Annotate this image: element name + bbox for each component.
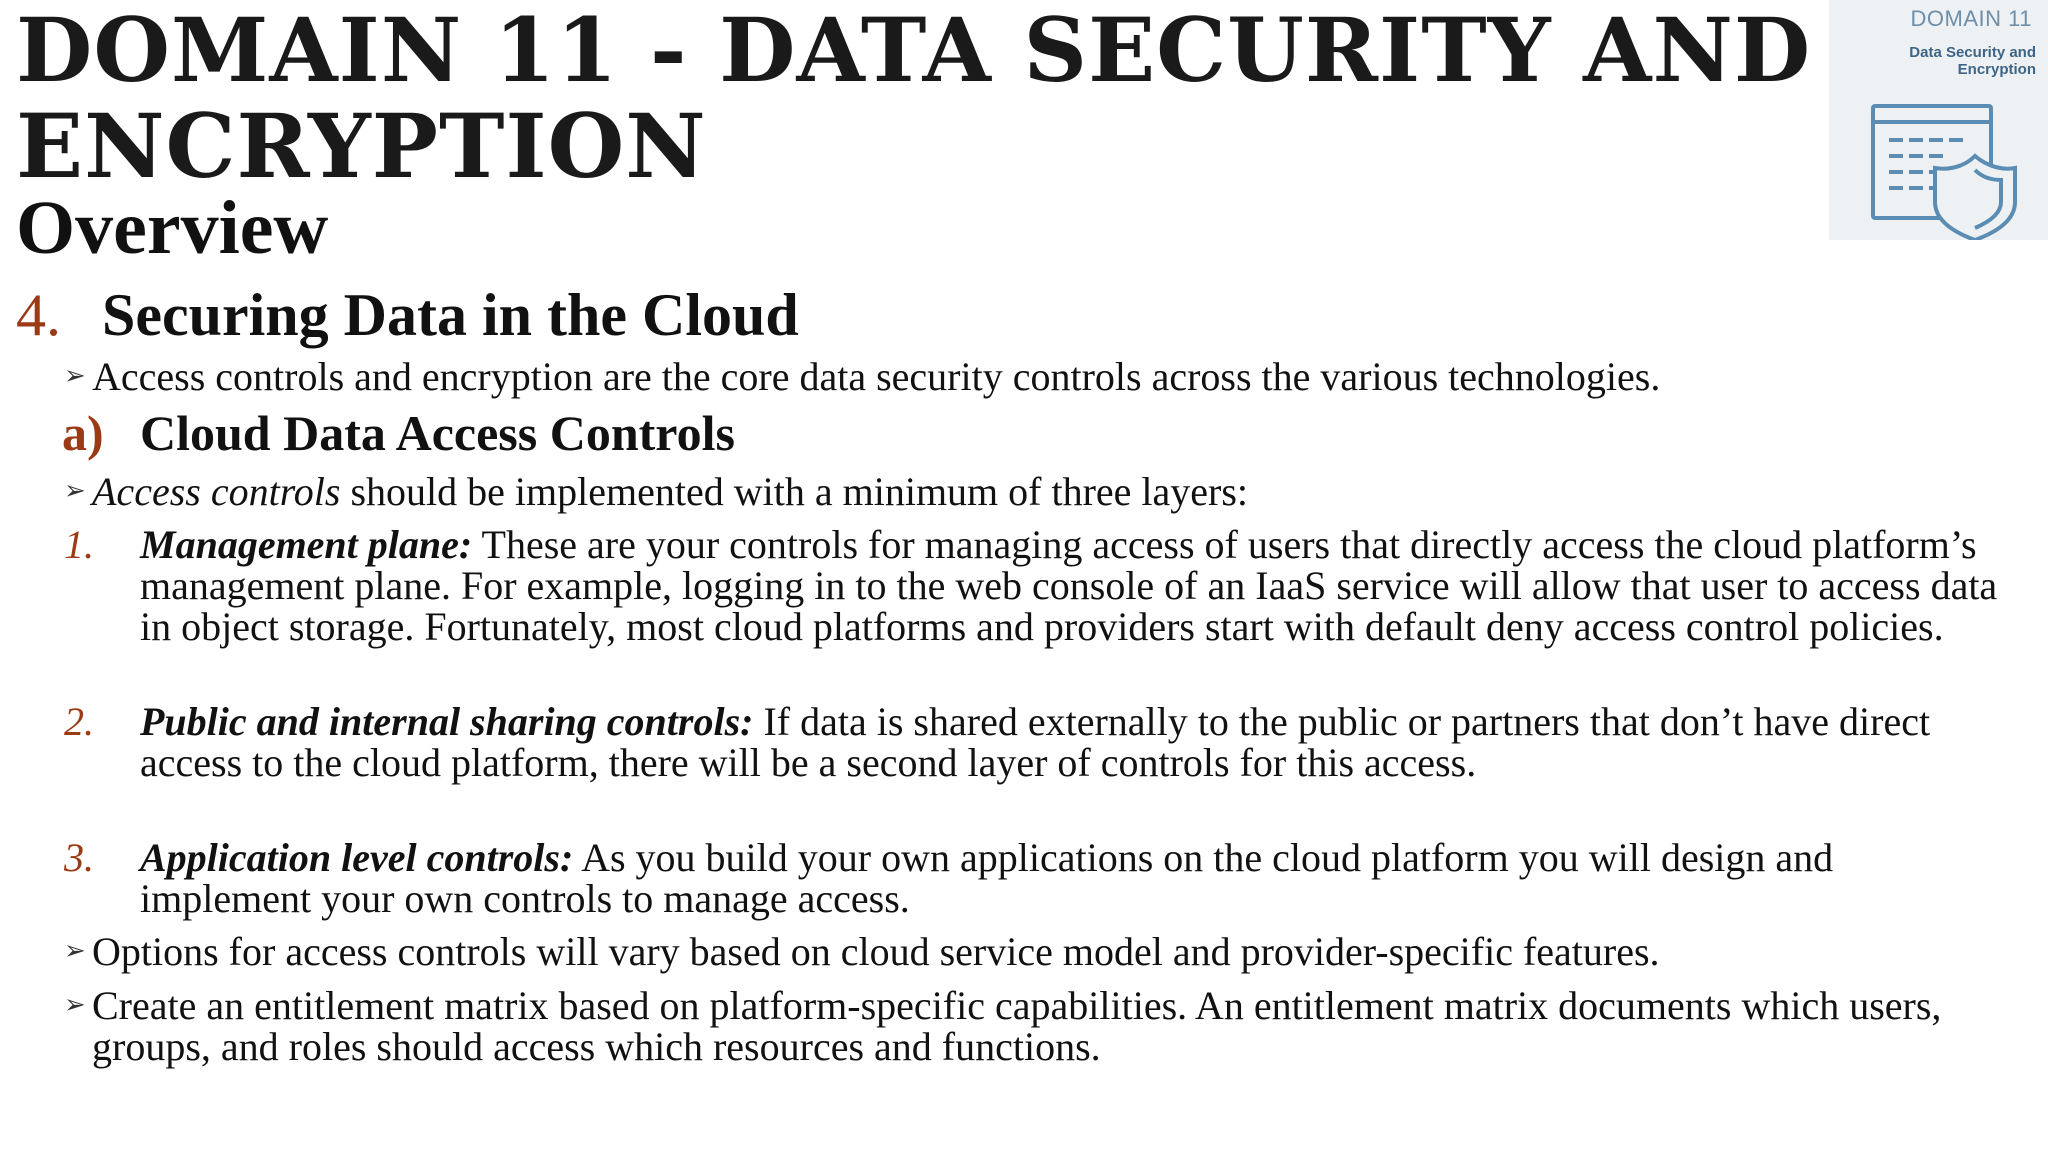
layer-item-application-controls	[64, 837, 2014, 919]
bullet-text: Create an entitlement matrix based on platform-specific capabilities. An entitlement matrix documents which users, groups, and roles should access which resources and functions.	[92, 983, 1942, 1069]
badge-subtitle: Data Security and Encryption	[1909, 44, 2036, 78]
layer-term: Management plane:	[140, 522, 473, 567]
slide-subtitle: Overview	[16, 186, 329, 270]
access-controls-term: Access controls	[92, 469, 341, 514]
layer-text: As you build your own applications on the cloud platform you will design and implement your own controls to manage access.	[140, 835, 1834, 921]
layer-body	[140, 837, 2014, 919]
bullet-text: Options for access controls will vary based on cloud service model and provider-specific features.	[92, 929, 1660, 974]
subsection-letter: a)	[62, 405, 104, 461]
layer-number: 3.	[64, 835, 94, 880]
layer-text: If data is shared externally to the public or partners that don’t have direct access to the cloud platform, there will be a second layer of controls for this access.	[140, 699, 1931, 785]
badge-domain-label: DOMAIN 11	[1910, 6, 2032, 31]
slide-title: DOMAIN 11 - DATA SECURITY AND ENCRYPTION	[16, 0, 1812, 198]
bullet-text: Access controls and encryption are the core data security controls across the various technologies.	[92, 354, 1661, 399]
layer-number: 1.	[64, 522, 94, 567]
domain-badge	[1829, 0, 2048, 240]
section-number: 4.	[16, 282, 61, 348]
bullet-options	[64, 931, 2014, 972]
section-heading	[16, 280, 799, 350]
section-title: Securing Data in the Cloud	[102, 282, 799, 348]
layer-text: These are your controls for managing access of users that directly access the cloud platform’s management plane. For example, logging in to the web console of an IaaS service will allow that user to access data in object storage. Fortunately, most cloud platforms and providers start with default deny access control policies.	[140, 522, 1998, 649]
layer-item-management-plane	[64, 524, 2014, 647]
bullet-intro	[64, 356, 2014, 397]
layer-term: Public and internal sharing controls:	[140, 699, 754, 744]
bullet-text	[92, 471, 2014, 512]
arrow-bullet-icon: ➢	[64, 936, 86, 966]
bullet-access-layers	[64, 471, 2014, 512]
arrow-bullet-icon: ➢	[64, 361, 86, 391]
arrow-bullet-icon: ➢	[64, 476, 86, 506]
document-shield-icon	[1869, 98, 2029, 240]
subsection-heading	[62, 404, 735, 462]
subsection-title: Cloud Data Access Controls	[140, 405, 735, 461]
layer-number: 2.	[64, 699, 94, 744]
layer-term: Application level controls:	[140, 835, 574, 880]
layer-body	[140, 701, 2014, 783]
layer-body	[140, 524, 2014, 647]
bullet-entitlement	[64, 985, 2014, 1067]
access-controls-rest: should be implemented with a minimum of three layers:	[340, 469, 1249, 514]
layer-item-sharing-controls	[64, 701, 2014, 783]
arrow-bullet-icon: ➢	[64, 990, 86, 1020]
